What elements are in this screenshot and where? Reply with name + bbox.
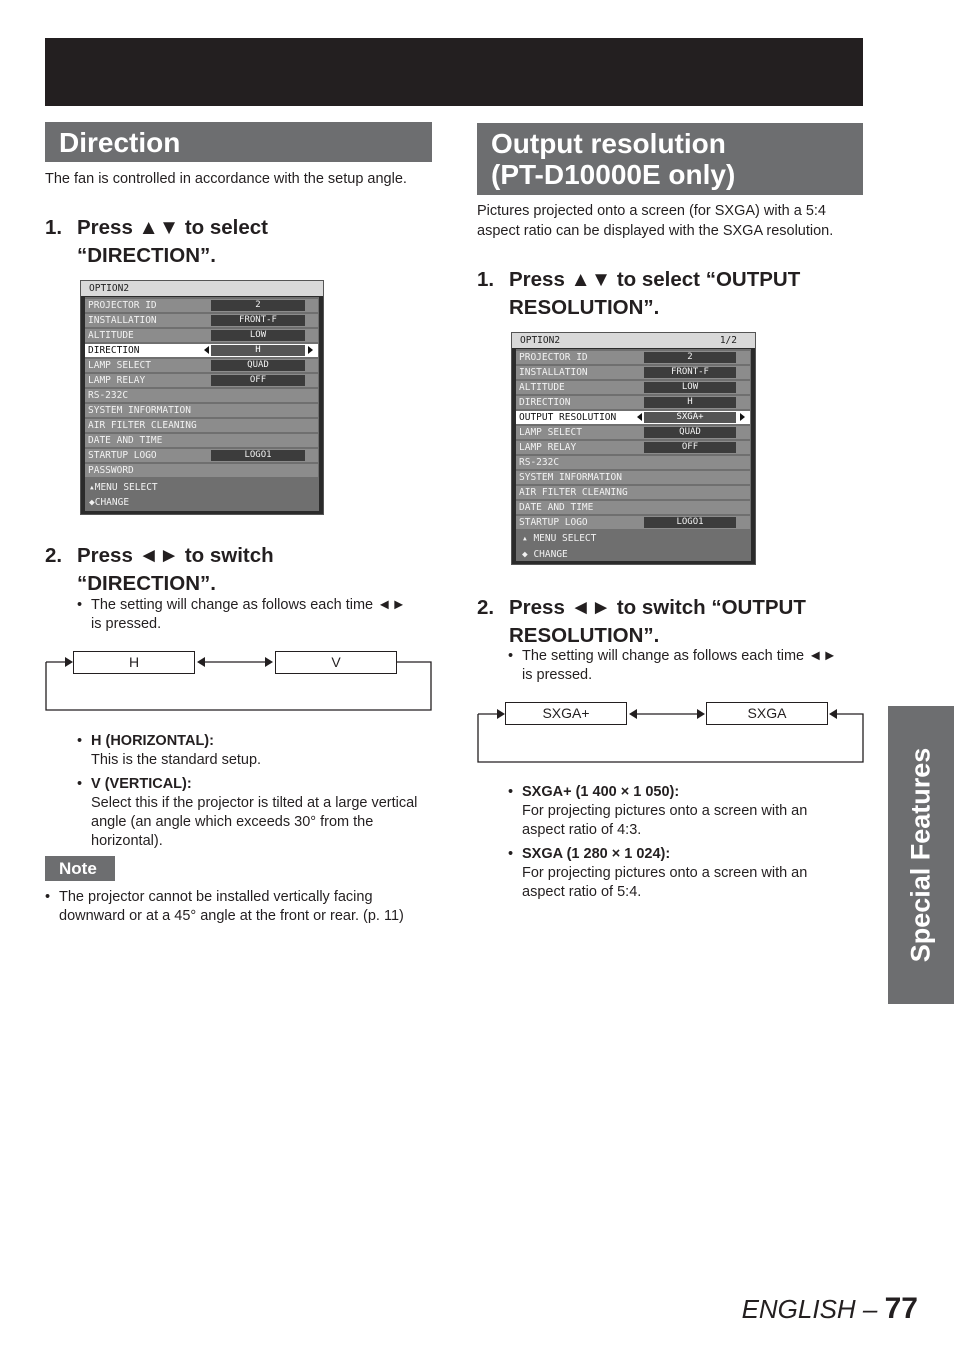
osd-row-label: ALTITUDE [88,330,134,341]
osd-row-label: INSTALLATION [519,367,588,378]
osd-menu-direction [80,280,324,515]
step-text: Press ▲▼ to select “OUTPUT RESOLUTION”. [509,268,801,319]
osd-row-label: LAMP RELAY [519,442,577,453]
direction-step1 [45,214,345,270]
chapter-side-tab-label: Special Features [905,747,936,963]
step-text: Press ◄► to switch “DIRECTION”. [77,544,274,595]
chapter-side-tab [888,706,954,1004]
osd-row[interactable] [516,456,750,469]
header-bar [45,38,863,106]
osd-row[interactable] [85,419,318,432]
bullet-text: The setting will change as follows each time ◄► is pressed. [522,648,837,683]
bullet-horizontal [77,732,432,772]
heading-line2: (PT-D10000E only) [491,159,736,190]
osd-footer-select [522,531,596,546]
osd-row-value: H [211,345,305,356]
leftright-icon: ◆ [522,549,534,560]
bullet-desc: For projecting pictures onto a screen with an aspect ratio of 4:3. [522,803,808,838]
direction-intro: The fan is controlled in accordance with the setup angle. [45,171,407,187]
bullet-content [91,775,434,851]
osd-row-value: LOW [211,330,305,341]
osd-row-value: FRONT-F [211,315,305,326]
bullet-dot: • [77,597,83,613]
flow-box-sxga-plus: SXGA+ [505,702,627,725]
osd-footer-select [89,480,158,495]
osd-row-selected[interactable] [85,344,318,357]
osd-row-label: LAMP SELECT [519,427,582,438]
osd-row-label: DIRECTION [519,397,571,408]
osd-row-label: ALTITUDE [519,382,565,393]
heading-line1: Output resolution [491,128,726,159]
step-number: 2. [477,596,495,619]
bullet-head: SXGA+ (1 400 × 1 050): [522,784,680,800]
page-number: 77 [884,1292,918,1325]
osd-row[interactable] [516,486,750,499]
note-text-block [45,888,425,948]
osd-row[interactable] [516,471,750,484]
osd-row[interactable] [85,314,318,327]
osd-row-label: STARTUP LOGO [519,517,588,528]
osd-row[interactable] [516,501,750,514]
bullet-content [522,845,853,902]
osd-menu-header [81,281,323,296]
note-text: The projector cannot be installed vertically facing downward or at a 45° angle at the front or rear. (p. 11) [59,889,404,924]
page-footer [742,1292,918,1326]
section-heading-output-resolution [477,123,863,195]
step-text: Press ▲▼ to select “DIRECTION”. [77,216,268,267]
osd-row-value: LOW [644,382,736,393]
step-text: Press ◄► to switch “OUTPUT RESOLUTION”. [509,596,806,647]
step-number: 1. [477,268,495,291]
osd-row-value: H [644,397,736,408]
left-arrow-icon [637,413,642,421]
osd-row-label: AIR FILTER CLEANING [88,420,197,431]
osd-row-value: FRONT-F [644,367,736,378]
flow-box-sxga: SXGA [706,702,828,725]
bullet-dot: • [508,648,514,664]
bullet-head: SXGA (1 280 × 1 024): [522,846,671,862]
output-step2-note [508,647,848,687]
osd-row-label: RS-232C [88,390,129,401]
bullet-desc: Select this if the projector is tilted at a large vertical angle (an angle which exceeds 30° from the horizontal). [91,795,418,849]
note-label: Note [45,856,115,881]
osd-footer-change-label: CHANGE [94,497,130,508]
flow-box-h: H [73,651,195,674]
section-heading-direction: Direction [45,122,432,162]
output-step2 [477,594,857,650]
osd-row-label: DATE AND TIME [519,502,594,513]
osd-row[interactable] [516,516,750,529]
osd-menu-header [512,333,755,348]
osd-row-value: QUAD [644,427,736,438]
osd-row-value: OFF [644,442,736,453]
osd-row-label: PASSWORD [88,465,134,476]
osd-row-label: INSTALLATION [88,315,157,326]
right-arrow-icon [308,346,313,354]
osd-row[interactable] [85,299,318,312]
bullet-vertical [77,775,432,855]
osd-row[interactable] [85,449,318,462]
osd-row[interactable] [516,441,750,454]
osd-row[interactable] [516,426,750,439]
osd-row-label: STARTUP LOGO [88,450,157,461]
osd-footer-select-label: MENU SELECT [94,482,158,493]
osd-row[interactable] [516,366,750,379]
bullet-text: The setting will change as follows each time ◄► is pressed. [91,597,406,632]
osd-row[interactable] [516,396,750,409]
osd-row-value: 2 [644,352,736,363]
bullet-head: V (VERTICAL): [91,776,192,792]
step-number: 2. [45,544,63,567]
output-step1 [477,266,857,322]
osd-row-label: DIRECTION [88,345,140,356]
flow-box-v: V [275,651,397,674]
leftright-icon: ◆ [89,497,95,508]
bullet-content [91,732,432,770]
osd-row-label: SYSTEM INFORMATION [519,472,622,483]
bullet-content [522,783,853,840]
bullet-dot: • [77,776,83,792]
osd-footer-change [522,547,568,562]
bullet-dot: • [77,733,83,749]
osd-header-title: OPTION2 [89,283,130,294]
osd-row-value: QUAD [211,360,305,371]
bullet-dot: • [508,846,514,862]
footer-language: ENGLISH – [741,1294,885,1324]
osd-row-label: OUTPUT RESOLUTION [519,412,617,423]
direction-step2-note [77,596,417,636]
osd-row-value: 2 [211,300,305,311]
osd-row-label: SYSTEM INFORMATION [88,405,191,416]
osd-row-label: RS-232C [519,457,560,468]
osd-row-value: OFF [211,375,305,386]
osd-row-value: LOGO1 [211,450,305,461]
osd-row[interactable] [516,351,750,364]
bullet-head: H (HORIZONTAL): [91,733,214,749]
osd-row[interactable] [85,404,318,417]
osd-row-label: AIR FILTER CLEANING [519,487,628,498]
bullet-sxga [508,845,853,905]
osd-row[interactable] [85,434,318,447]
osd-row[interactable] [85,329,318,342]
osd-row-label: LAMP SELECT [88,360,151,371]
osd-row-label: PROJECTOR ID [88,300,157,311]
osd-row-label: PROJECTOR ID [519,352,588,363]
output-intro: Pictures projected onto a screen (for SXGA) with a 5:4 aspect ratio can be displayed with the SXGA resolution. [477,203,834,239]
osd-header-title: OPTION2 [520,335,561,346]
osd-row-selected[interactable] [516,411,750,424]
osd-row[interactable] [85,359,318,372]
right-arrow-icon [740,413,745,421]
bullet-sxga-plus [508,783,853,843]
updown-icon: ▴ [89,482,95,493]
osd-row-label: DATE AND TIME [88,435,163,446]
osd-page-indicator: 1/2 [719,335,737,346]
osd-row-value: LOGO1 [644,517,736,528]
osd-menu-output-resolution [511,332,756,565]
bullet-dot: • [45,889,51,905]
bullet-desc: For projecting pictures onto a screen with an aspect ratio of 5:4. [522,865,808,900]
updown-icon: ▴ [522,533,534,544]
direction-step2 [45,542,345,598]
osd-row[interactable] [85,464,318,477]
osd-row[interactable] [85,389,318,402]
osd-footer-select-label: MENU SELECT [533,533,597,544]
left-arrow-icon [204,346,209,354]
osd-row-label: LAMP RELAY [88,375,146,386]
osd-row[interactable] [85,374,318,387]
osd-row[interactable] [516,381,750,394]
osd-row-value: SXGA+ [644,412,736,423]
osd-footer-change-label: CHANGE [533,549,568,560]
osd-footer-change [89,495,129,510]
bullet-desc: This is the standard setup. [91,752,262,768]
bullet-dot: • [508,784,514,800]
step-number: 1. [45,216,63,239]
